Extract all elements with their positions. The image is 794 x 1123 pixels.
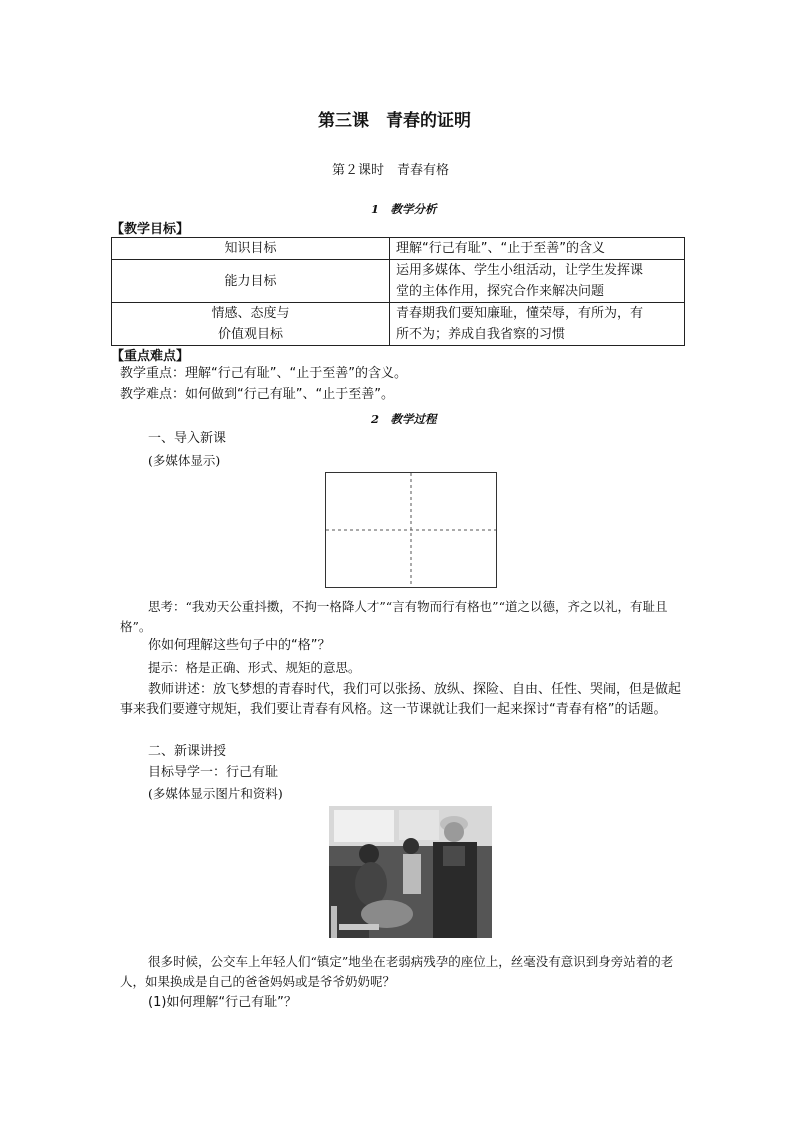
- media-note-images: (多媒体显示图片和资料): [148, 786, 283, 801]
- goal-label: 知识目标: [112, 238, 390, 260]
- bus-scene-image: [329, 806, 492, 938]
- table-row: [112, 238, 685, 260]
- page-title: 第三课 青春的证明: [318, 111, 471, 131]
- goal-content: 运用多媒体、学生小组活动，让学生发挥课 堂的主体作用，探究合作来解决问题: [390, 260, 685, 303]
- teacher-talk-paragraph: 教师讲述：放飞梦想的青春时代，我们可以张扬、放纵、探险、自由、任性、哭闹，但是做起事来我们要遵守规矩，我们要让青春有风格。这一节课就让我们一起来探讨“青春有格”的话题。: [120, 682, 682, 717]
- bus-photo: [329, 806, 492, 938]
- dashed-cross: [326, 473, 496, 587]
- difficult-point: 教学难点：如何做到“行己有耻”、“止于至善”。: [120, 387, 394, 402]
- guide-heading: 目标导学一：行己有耻: [148, 765, 279, 780]
- section-heading-process: 2 教学过程: [371, 412, 437, 426]
- page-subtitle: 第２课时 青春有格: [332, 163, 450, 178]
- goals-table: [111, 237, 685, 346]
- table-row: [112, 303, 685, 346]
- media-note: (多媒体显示): [148, 453, 221, 468]
- bus-story-paragraph: 很多时候，公交车上年轻人们“镇定”地坐在老弱病残孕的座位上，丝毫没有意识到身旁站着的老人，如果换成是自己的爸爸妈妈或是爷爷奶奶呢？: [120, 954, 674, 989]
- question-shame: (1)如何理解“行己有耻”？: [148, 995, 297, 1010]
- goal-label: 能力目标: [112, 260, 390, 303]
- key-point: 教学重点：理解“行己有耻”、“止于至善”的含义。: [120, 366, 407, 381]
- goal-label: 情感、态度与 价值观目标: [112, 303, 390, 346]
- goal-content: 青春期我们要知廉耻，懂荣辱，有所为，有 所不为；养成自我省察的习惯: [390, 303, 685, 346]
- teaching-goals-label: 【教学目标】: [111, 222, 190, 237]
- goal-content: 理解“行己有耻”、“止于至善”的含义: [390, 238, 685, 260]
- part-heading-intro: 一、导入新课: [148, 431, 227, 446]
- blank-grid-box: [325, 472, 497, 588]
- section-heading-analysis: 1 教学分析: [371, 202, 437, 216]
- hint-text: 提示：格是正确、形式、规矩的意思。: [148, 660, 361, 675]
- question-grid: 你如何理解这些句子中的“格”？: [148, 638, 331, 653]
- part-heading-new-lesson: 二、新课讲授: [148, 744, 227, 759]
- think-paragraph: 思考：“我劝天公重抖擞，不拘一格降人才”“言有物而行有格也”“道之以德，齐之以礼，有耻且格”。: [120, 599, 668, 634]
- table-row: [112, 260, 685, 303]
- key-points-label: 【重点难点】: [111, 349, 190, 364]
